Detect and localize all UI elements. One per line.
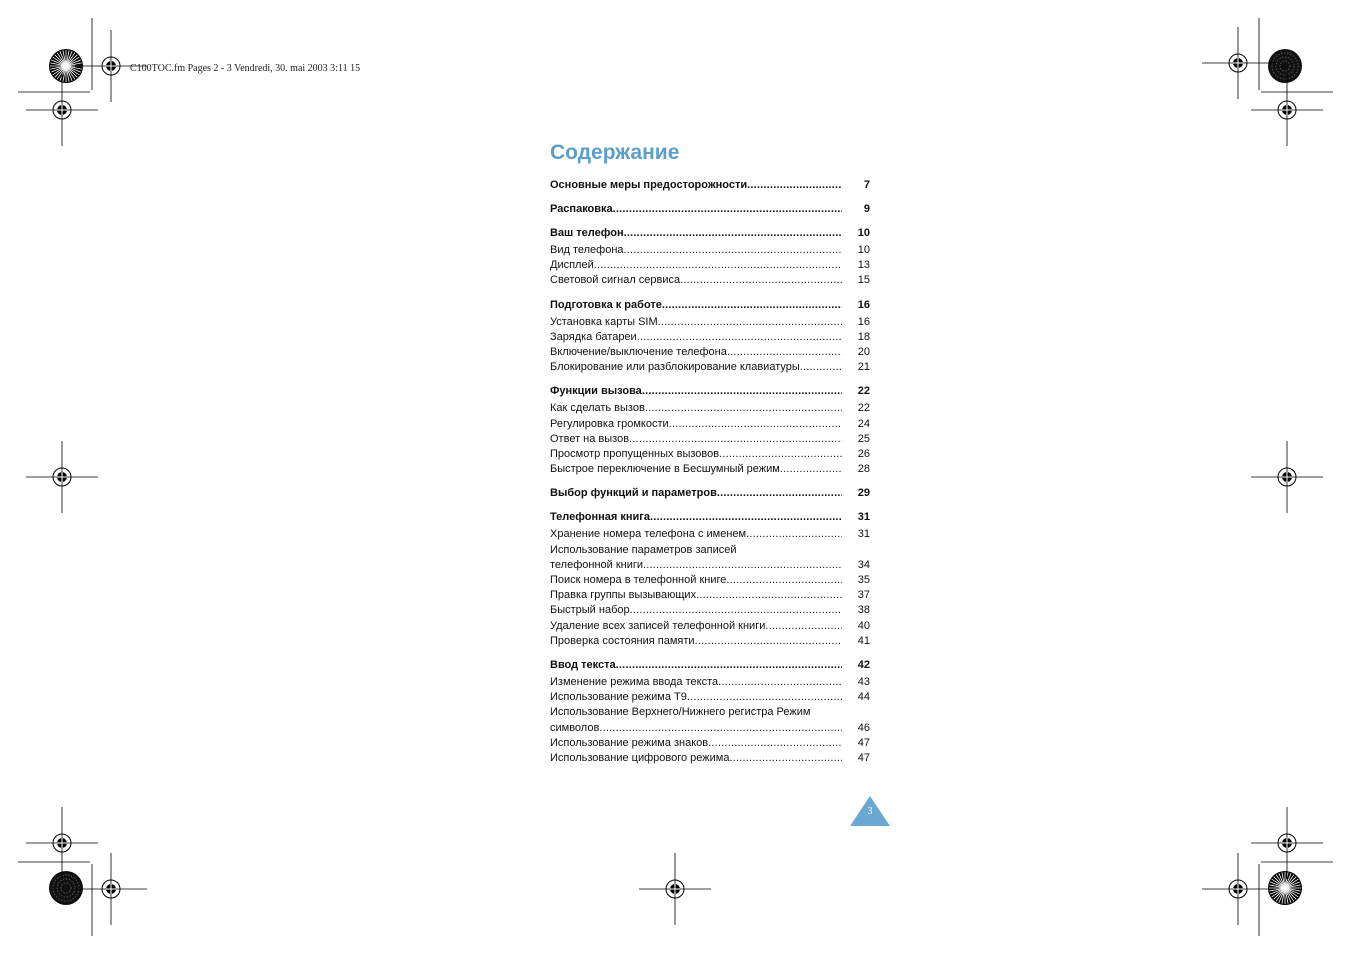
dot-leader <box>669 417 842 432</box>
toc-entry-text: Использование цифрового режима <box>550 752 730 765</box>
toc-entry-text: Быстрое переключение в Бесшумный режим <box>550 463 780 476</box>
page-title: Содержание <box>550 141 680 164</box>
toc-section-heading[interactable] <box>550 177 870 193</box>
toc-entry-leader <box>550 401 842 416</box>
dot-leader <box>594 258 842 273</box>
toc-entry-text: Использование режима T9 <box>550 691 687 704</box>
toc-entry-text: Правка группы вызывающих <box>550 589 697 602</box>
dot-leader <box>645 401 842 416</box>
toc-entry[interactable] <box>550 588 870 603</box>
dot-leader <box>719 447 842 462</box>
toc-entry[interactable] <box>550 258 870 273</box>
toc-section-heading-leader <box>550 383 842 399</box>
toc-section-heading-text: Ваш телефон <box>550 227 624 239</box>
toc-entry-text: Быстрый набор <box>550 604 630 617</box>
toc-section-heading-leader <box>550 225 842 241</box>
toc-entry-page: 40 <box>857 619 870 632</box>
toc-entry-text: Проверка состояния памяти <box>550 634 695 647</box>
toc-section <box>550 201 870 217</box>
toc-entry[interactable] <box>550 634 870 649</box>
toc-entry-leader <box>550 462 842 477</box>
toc-section-heading-leader <box>550 657 842 673</box>
toc-entry[interactable] <box>550 432 870 447</box>
toc-entry-page: 41 <box>857 634 870 647</box>
toc-entry-text: Регулировка громкости <box>550 417 669 430</box>
toc-entry-leader <box>550 588 842 603</box>
toc-entry[interactable] <box>550 573 870 588</box>
toc-entry-page: 34 <box>857 558 870 571</box>
toc-entry[interactable] <box>550 558 870 573</box>
toc-section-heading-text: Функции вызова <box>550 385 642 398</box>
toc-entry[interactable] <box>550 527 870 542</box>
toc-entry[interactable] <box>550 273 870 288</box>
toc-entry[interactable] <box>550 315 870 330</box>
toc-entry[interactable] <box>550 360 870 375</box>
dot-leader <box>630 603 842 618</box>
toc-entry-leader <box>550 360 842 375</box>
toc-entry-page: 47 <box>857 736 870 749</box>
toc-entry-page: 47 <box>857 752 870 765</box>
toc-entry[interactable] <box>550 243 870 258</box>
toc-entry[interactable] <box>550 447 870 462</box>
toc-entry-leader <box>550 447 842 462</box>
toc-entry-leader <box>550 603 842 618</box>
toc-entry-page: 28 <box>857 463 870 476</box>
toc-section-heading[interactable] <box>550 485 870 501</box>
toc-entry-leader <box>550 634 842 649</box>
toc-entry-page: 38 <box>857 604 870 617</box>
toc-entry-leader <box>550 315 842 330</box>
toc-entry-text: Установка карты SIM <box>550 315 658 328</box>
toc-entry-text: Удаление всех записей телефонной книги <box>550 619 766 632</box>
toc-section-heading[interactable] <box>550 657 870 673</box>
toc-entry-page: 43 <box>857 676 870 689</box>
toc-entry-leader <box>550 273 842 288</box>
toc-entry-leader <box>550 243 842 258</box>
dot-leader <box>629 432 842 447</box>
toc-entry-text: Просмотр пропущенных вызовов <box>550 448 720 461</box>
toc-section-heading-text: Распаковка <box>550 203 613 215</box>
toc-entry-leader <box>550 330 842 345</box>
toc-entry-line1[interactable]: Использование Верхнего/Нижнего регистра Режим <box>550 706 811 719</box>
toc-entry[interactable] <box>550 462 870 477</box>
dot-leader <box>746 527 842 542</box>
toc-entry-page: 22 <box>857 402 870 415</box>
toc-section <box>550 509 870 649</box>
dot-leader <box>727 345 842 360</box>
dot-leader <box>687 690 842 705</box>
toc-entry-page: 10 <box>857 244 870 256</box>
toc-section-heading-text: Основные меры предосторожности <box>550 179 748 191</box>
toc-entry-leader <box>550 558 842 573</box>
toc-entry-text: Поиск номера в телефонной книге <box>550 574 727 587</box>
toc-entry-page: 37 <box>857 589 870 602</box>
dot-leader <box>624 225 842 241</box>
toc-section <box>550 225 870 289</box>
toc-entry-leader <box>550 675 842 690</box>
toc-section-heading-page: 10 <box>857 227 870 239</box>
toc-entry-page: 24 <box>857 417 870 430</box>
toc-section-heading-page: 29 <box>857 487 870 500</box>
toc-section-heading-text: Телефонная книга <box>550 511 650 524</box>
dot-leader <box>726 573 842 588</box>
toc-section-heading[interactable] <box>550 225 870 241</box>
toc-entry-leader <box>550 690 842 705</box>
toc-entry-line1[interactable]: Использование параметров записей <box>550 543 737 556</box>
toc-entry-page: 46 <box>857 721 870 734</box>
toc-entry-page: 31 <box>857 528 870 541</box>
toc-section <box>550 177 870 193</box>
toc-entry-page: 35 <box>857 574 870 587</box>
toc-section-heading[interactable] <box>550 383 870 399</box>
toc-section-heading-page: 22 <box>857 385 870 398</box>
toc-entry-page: 25 <box>857 432 870 445</box>
dot-leader <box>717 485 842 501</box>
toc-entry-leader <box>550 258 842 273</box>
table-of-contents <box>550 177 870 774</box>
toc-entry-text: Блокирование или разблокирование клавиатуры <box>550 361 800 374</box>
toc-section-heading-leader <box>550 485 842 501</box>
dot-leader <box>658 315 842 330</box>
toc-entry[interactable] <box>550 690 870 705</box>
dot-leader <box>765 619 842 634</box>
toc-entry-text: Зарядка батареи <box>550 330 637 343</box>
toc-section-heading-leader <box>550 177 842 193</box>
toc-section-heading-page: 31 <box>857 511 870 524</box>
toc-section-heading-leader <box>550 201 842 217</box>
toc-section-heading-leader <box>550 509 842 525</box>
toc-entry-text: символов <box>550 721 600 734</box>
toc-entry-page: 26 <box>857 448 870 461</box>
toc-entry-leader <box>550 573 842 588</box>
toc-entry-leader <box>550 527 842 542</box>
toc-section-heading[interactable] <box>550 297 870 313</box>
toc-section-heading-text: Ввод текста <box>550 659 616 672</box>
toc-section-heading-page: 7 <box>863 179 870 191</box>
toc-entry-leader <box>550 619 842 634</box>
toc-entry-text: Как сделать вызов <box>550 402 645 415</box>
toc-section <box>550 657 870 766</box>
toc-section-heading-text: Выбор функций и параметров <box>550 487 717 500</box>
toc-section-heading-page: 16 <box>857 298 870 311</box>
toc-entry[interactable] <box>550 401 870 416</box>
dot-leader <box>708 736 842 751</box>
toc-entry-leader <box>550 751 842 766</box>
toc-entry-text: Изменение режима ввода текста <box>550 676 719 689</box>
dot-leader <box>624 243 842 258</box>
toc-entry-leader <box>550 736 842 751</box>
dot-leader <box>599 721 842 736</box>
dot-leader <box>695 634 842 649</box>
toc-section-heading-page: 9 <box>863 203 870 215</box>
toc-entry[interactable] <box>550 751 870 766</box>
dot-leader <box>696 588 842 603</box>
toc-section <box>550 485 870 501</box>
toc-section-heading[interactable] <box>550 201 870 217</box>
dot-leader <box>643 558 842 573</box>
toc-entry-leader <box>550 432 842 447</box>
toc-section-heading-text: Подготовка к работе <box>550 298 662 311</box>
dot-leader <box>780 462 842 477</box>
toc-entry-text: Хранение номера телефона с именем <box>550 528 747 541</box>
toc-section <box>550 297 870 376</box>
toc-section-heading-leader <box>550 297 842 313</box>
toc-entry[interactable] <box>550 736 870 751</box>
toc-entry-page: 44 <box>857 691 870 704</box>
dot-leader <box>662 297 842 313</box>
toc-entry-page: 13 <box>857 259 870 272</box>
toc-section <box>550 383 870 477</box>
toc-section-heading-page: 42 <box>857 659 870 672</box>
toc-entry[interactable] <box>550 675 870 690</box>
toc-entry-leader <box>550 345 842 360</box>
file-info-header: C100TOC.fm Pages 2 - 3 Vendredi, 30. mai 2003 3:11 15 <box>130 63 361 74</box>
toc-entry-text: Включение/выключение телефона <box>550 346 727 359</box>
toc-entry[interactable] <box>550 603 870 618</box>
toc-entry[interactable] <box>550 345 870 360</box>
dot-leader <box>616 657 842 673</box>
toc-entry-leader <box>550 417 842 432</box>
toc-entry-page: 18 <box>857 330 870 343</box>
toc-entry-text: Световой сигнал сервиса <box>550 274 681 287</box>
dot-leader <box>650 509 842 525</box>
toc-entry-page: 21 <box>857 361 870 374</box>
page-number: 3 <box>867 806 873 817</box>
dot-leader <box>718 675 842 690</box>
toc-entry-text: Вид телефона <box>550 244 624 256</box>
toc-entry-text: Ответ на вызов <box>550 432 630 445</box>
dot-leader <box>680 273 842 288</box>
toc-entry-text: Использование режима знаков <box>550 736 709 749</box>
dot-leader <box>613 201 842 217</box>
toc-entry-page: 16 <box>857 315 870 328</box>
dot-leader <box>637 330 842 345</box>
toc-entry-leader <box>550 721 842 736</box>
dot-leader <box>747 177 842 193</box>
toc-entry-text: телефонной книги <box>550 558 644 571</box>
toc-entry[interactable] <box>550 619 870 634</box>
dot-leader <box>800 360 842 375</box>
toc-entry-page: 15 <box>857 274 870 287</box>
dot-leader <box>729 751 842 766</box>
toc-section-heading[interactable] <box>550 509 870 525</box>
toc-entry[interactable] <box>550 721 870 736</box>
toc-entry[interactable] <box>550 417 870 432</box>
dot-leader <box>642 383 842 399</box>
toc-entry-page: 20 <box>857 346 870 359</box>
toc-entry-text: Дисплей <box>550 259 594 272</box>
toc-entry[interactable] <box>550 330 870 345</box>
